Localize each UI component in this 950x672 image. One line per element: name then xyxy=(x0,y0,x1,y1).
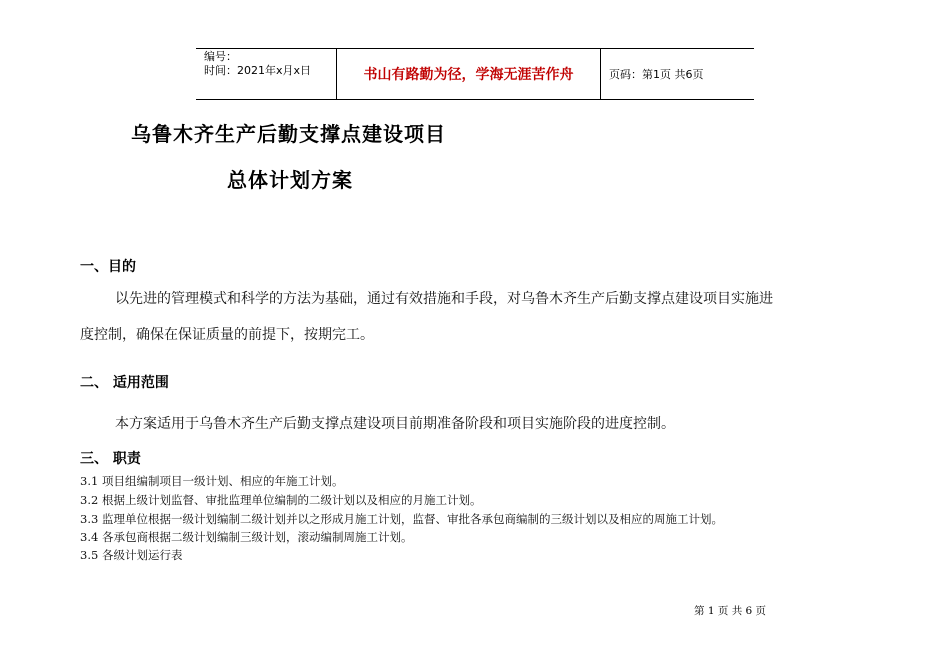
purpose-paragraph-line1: 以先进的管理模式和科学的方法为基础，通过有效措施和手段，对乌鲁木齐生产后勤支撑点建设项目实施进 xyxy=(115,291,773,307)
duty-item: 3.2 根据上级计划监督、审批监理单位编制的二级计划以及相应的月施工计划。 xyxy=(80,493,482,507)
scope-paragraph: 本方案适用于乌鲁木齐生产后勤支撑点建设项目前期准备阶段和项目实施阶段的进度控制。 xyxy=(115,416,675,432)
page-code: 页码：第1页 共6页 xyxy=(609,68,704,81)
time-label: 时间：2021年x月x日 xyxy=(204,64,312,77)
duty-item: 3.3 监理单位根据一级计划编制二级计划并以之形成月施工计划，监督、审批各承包商编制的三级计划以及相应的周施工计划。 xyxy=(80,512,723,526)
document-header xyxy=(196,48,754,100)
document-subtitle: 总体计划方案 xyxy=(227,168,353,192)
number-label: 编号： xyxy=(204,50,237,63)
page-footer: 第 1 页 共 6 页 xyxy=(694,605,767,617)
duty-item: 3.5 各级计划运行表 xyxy=(80,548,183,562)
duty-item: 3.4 各承包商根据二级计划编制三级计划，滚动编制周施工计划。 xyxy=(80,530,413,544)
duty-item: 3.1 项目组编制项目一级计划、相应的年施工计划。 xyxy=(80,474,344,488)
document-title: 乌鲁木齐生产后勤支撑点建设项目 xyxy=(131,122,446,146)
purpose-paragraph-line2: 度控制，确保在保证质量的前提下，按期完工。 xyxy=(80,327,374,343)
section-heading-scope: 二、 适用范围 xyxy=(80,375,169,391)
section-heading-duties: 三、 职责 xyxy=(80,451,141,467)
section-heading-purpose: 一、目的 xyxy=(80,259,136,275)
header-meta xyxy=(196,49,337,99)
motto: 书山有路勤为径，学海无涯苦作舟 xyxy=(337,49,601,99)
